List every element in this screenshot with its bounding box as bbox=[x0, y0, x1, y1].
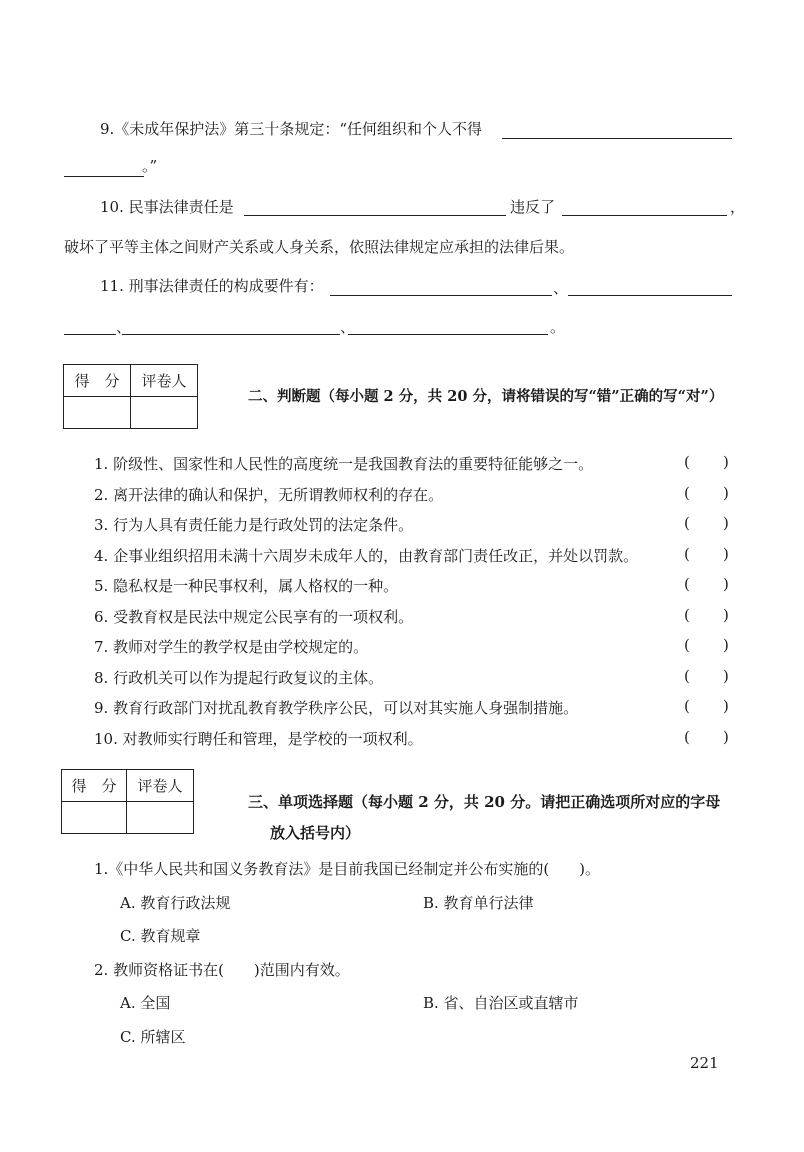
answer-paren-open[interactable]: ( bbox=[684, 667, 690, 685]
mc-q1-option-b[interactable]: B. 教育单行法律 bbox=[423, 894, 534, 912]
judgment-item: 1. 阶级性、国家性和人民性的高度统一是我国教育法的重要特征能够之一。 bbox=[94, 455, 594, 473]
mc-q2-option-c[interactable]: C. 所辖区 bbox=[120, 1028, 186, 1046]
answer-paren-close: ) bbox=[723, 575, 729, 593]
judgment-item: 5. 隐私权是一种民事权利，属人格权的一种。 bbox=[94, 577, 399, 595]
answer-paren-close: ) bbox=[723, 606, 729, 624]
judgment-item: 8. 行政机关可以作为提起行政复议的主体。 bbox=[94, 669, 384, 687]
judgment-item: 4. 企事业组织招用未满十六周岁未成年人的，由教育部门责任改正，并处以罚款。 bbox=[94, 547, 639, 565]
q10-blank-1[interactable] bbox=[244, 215, 506, 216]
answer-paren-close: ) bbox=[723, 514, 729, 532]
q11-blank-1[interactable] bbox=[330, 295, 552, 296]
q11-blank-5[interactable] bbox=[348, 334, 548, 335]
score-header: 得 分 bbox=[62, 770, 127, 802]
answer-paren-open[interactable]: ( bbox=[684, 697, 690, 715]
q11-end: 。 bbox=[550, 318, 566, 336]
mc-question-2: 2. 教师资格证书在( )范围内有效。 bbox=[94, 961, 350, 979]
grader-cell[interactable] bbox=[127, 802, 194, 834]
answer-paren-close: ) bbox=[723, 545, 729, 563]
answer-paren-open[interactable]: ( bbox=[684, 514, 690, 532]
answer-paren-close: ) bbox=[723, 453, 729, 471]
judgment-item: 2. 离开法律的确认和保护，无所谓教师权利的存在。 bbox=[94, 486, 444, 504]
q10-line2: 破坏了平等主体之间财产关系或人身关系，依照法律规定应承担的法律后果。 bbox=[64, 238, 575, 256]
q10-text: 10. 民事法律责任是 bbox=[100, 198, 234, 216]
judgment-item: 6. 受教育权是民法中规定公民享有的一项权利。 bbox=[94, 608, 414, 626]
judgment-item: 9. 教育行政部门对扰乱教育教学秩序公民，可以对其实施人身强制措施。 bbox=[94, 699, 579, 717]
answer-paren-open[interactable]: ( bbox=[684, 545, 690, 563]
score-header: 得 分 bbox=[64, 365, 131, 397]
q11-blank-2[interactable] bbox=[568, 295, 732, 296]
q10-comma: ， bbox=[730, 198, 746, 216]
q10-mid: 违反了 bbox=[510, 198, 556, 216]
mc-q2-option-a[interactable]: A. 全国 bbox=[120, 994, 171, 1012]
q11-text: 11. 刑事法律责任的构成要件有： bbox=[100, 277, 324, 295]
q9-text: 9.《未成年保护法》第三十条规定：“任何组织和个人不得 bbox=[100, 120, 482, 138]
q9-blank-1[interactable] bbox=[502, 138, 732, 139]
q11-sep-3: 、 bbox=[340, 318, 356, 336]
mc-question-1: 1.《中华人民共和国义务教育法》是目前我国已经制定并公布实施的( )。 bbox=[94, 860, 601, 878]
answer-paren-close: ) bbox=[723, 636, 729, 654]
answer-paren-close: ) bbox=[723, 728, 729, 746]
grader-header: 评卷人 bbox=[131, 365, 198, 397]
mc-q2-option-b[interactable]: B. 省、自治区或直辖市 bbox=[423, 994, 579, 1012]
q11-sep-1: 、 bbox=[553, 279, 569, 297]
judgment-item: 3. 行为人具有责任能力是行政处罚的法定条件。 bbox=[94, 516, 414, 534]
grader-header: 评卷人 bbox=[127, 770, 194, 802]
score-table-section2 bbox=[63, 364, 198, 429]
answer-paren-open[interactable]: ( bbox=[684, 606, 690, 624]
judgment-item: 7. 教师对学生的教学权是由学校规定的。 bbox=[94, 638, 369, 656]
section3-title-line1: 三、单项选择题（每小题 2 分，共 20 分。请把正确选项所对应的字母 bbox=[248, 793, 721, 811]
q10-blank-2[interactable] bbox=[562, 215, 727, 216]
answer-paren-open[interactable]: ( bbox=[684, 453, 690, 471]
section2-title: 二、判断题（每小题 2 分，共 20 分，请将错误的写“错”正确的写“对”） bbox=[248, 388, 724, 405]
answer-paren-close: ) bbox=[723, 484, 729, 502]
q9-end: 。” bbox=[142, 157, 158, 175]
mc-q1-option-a[interactable]: A. 教育行政法规 bbox=[120, 894, 231, 912]
score-cell[interactable] bbox=[64, 397, 131, 429]
q11-blank-3[interactable] bbox=[64, 334, 116, 335]
section3-title-line2: 放入括号内） bbox=[270, 824, 361, 842]
q9-blank-2[interactable] bbox=[64, 176, 144, 177]
q11-sep-2: 、 bbox=[116, 318, 132, 336]
answer-paren-close: ) bbox=[723, 697, 729, 715]
mc-q1-option-c[interactable]: C. 教育规章 bbox=[120, 927, 201, 945]
answer-paren-open[interactable]: ( bbox=[684, 636, 690, 654]
score-cell[interactable] bbox=[62, 802, 127, 834]
page-number: 221 bbox=[690, 1054, 719, 1072]
judgment-item: 10. 对教师实行聘任和管理，是学校的一项权利。 bbox=[94, 730, 423, 748]
answer-paren-open[interactable]: ( bbox=[684, 484, 690, 502]
answer-paren-open[interactable]: ( bbox=[684, 728, 690, 746]
answer-paren-close: ) bbox=[723, 667, 729, 685]
answer-paren-open[interactable]: ( bbox=[684, 575, 690, 593]
score-table-section3 bbox=[61, 769, 194, 834]
grader-cell[interactable] bbox=[131, 397, 198, 429]
q11-blank-4[interactable] bbox=[122, 334, 340, 335]
